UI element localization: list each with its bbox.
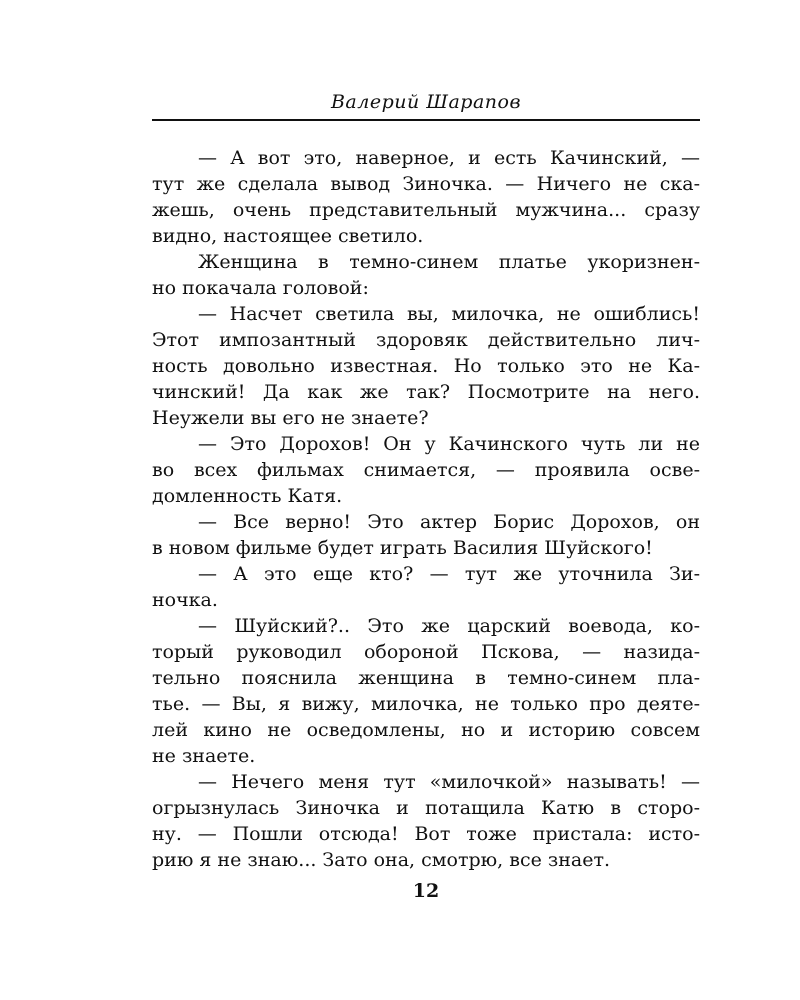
text-line: — А это еще кто? — тут же уточнила Зи- [198,563,700,585]
text-line: — Нечего меня тут «милочкой» называть! — [198,771,700,793]
text-line: торый руководил обороной Пскова, — назида- [152,641,700,663]
text-line: ночка. [152,589,218,611]
text-line: — Насчет светила вы, милочка, не ошиблись! [198,303,700,325]
body-text [152,145,700,873]
text-line: Женщина в темно-синем платье укоризнен- [198,251,700,273]
text-line: не знаете. [152,745,256,767]
text-line: Этот импозантный здоровяк действительно лич- [152,329,700,351]
text-line: тье. — Вы, я вижу, милочка, не только про деяте- [152,693,700,715]
text-line: Неужели вы его не знаете? [152,407,429,429]
text-line: видно, настоящее светило. [152,225,424,247]
text-line: в новом фильме будет играть Василия Шуйского! [152,537,653,559]
text-line: чинский! Да как же так? Посмотрите на него. [152,381,700,403]
page-number: 12 [412,880,440,902]
text-line: лей кино не осведомлены, но и историю совсем [152,719,700,741]
text-line: рию я не знаю... Зато она, смотрю, все знает. [152,849,611,871]
text-line: — Шуйский?.. Это же царский воевода, ко- [198,615,700,637]
text-line: огрызнулась Зиночка и потащила Катю в сторо- [152,797,700,819]
text-line: тельно пояснила женщина в темно-синем пла- [152,667,700,689]
text-line: жешь, очень представительный мужчина... сразу [152,199,700,221]
text-line: ну. — Пошли отсюда! Вот тоже пристала: исто- [152,823,700,845]
text-line: но покачала головой: [152,277,369,299]
text-line: — Все верно! Это актер Борис Дорохов, он [198,511,700,533]
text-line: тут же сделала вывод Зиночка. — Ничего не ска- [152,173,700,195]
running-head-author: Валерий Шарапов [330,91,522,113]
text-line: — Это Дорохов! Он у Качинского чуть ли не [198,433,700,455]
header-rule [152,119,700,121]
text-line: во всех фильмах снимается, — проявила осве- [152,459,700,481]
text-line: ность довольно известная. Но только это не Ка- [152,355,700,377]
text-line: домленность Катя. [152,485,343,507]
text-line: — А вот это, наверное, и есть Качинский, — [198,147,700,169]
